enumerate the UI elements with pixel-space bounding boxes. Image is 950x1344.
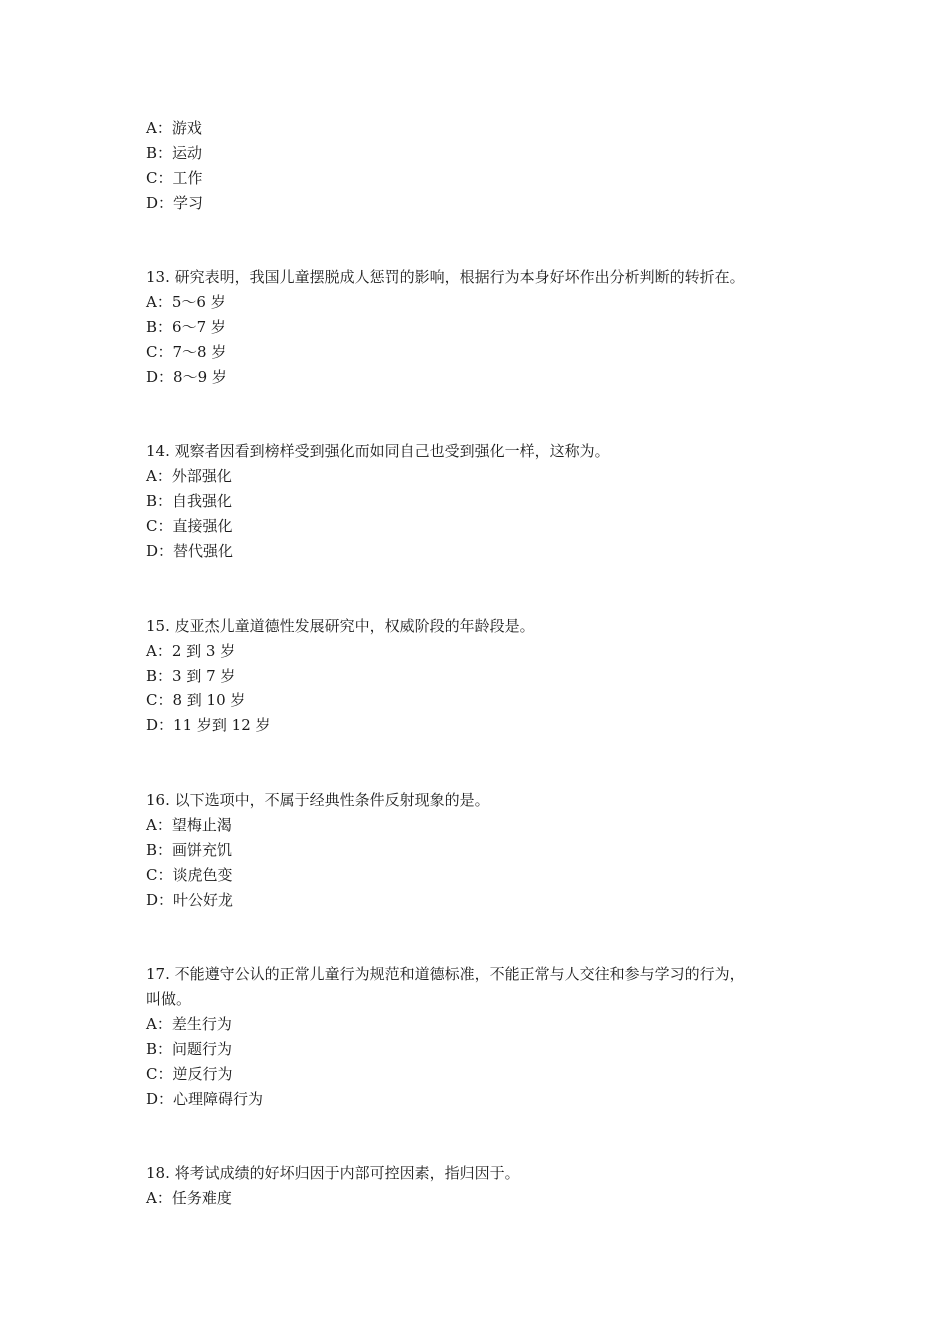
- option-line: C：逆反行为: [146, 1065, 233, 1083]
- option-line: A：2 到 3 岁: [146, 642, 236, 660]
- option-line: A：任务难度: [146, 1189, 232, 1207]
- option-line: B：自我强化: [146, 492, 233, 510]
- option-line: A：游戏: [146, 119, 202, 137]
- option-line: C：谈虎色变: [146, 866, 233, 884]
- option-line: B：问题行为: [146, 1040, 233, 1058]
- option-line: C：直接强化: [146, 517, 233, 535]
- option-line: D：8～9 岁: [146, 368, 227, 386]
- question-stem: 16. 以下选项中，不属于经典性条件反射现象的是。: [146, 791, 490, 809]
- option-line: D：叶公好龙: [146, 891, 234, 909]
- option-line: A：望梅止渴: [146, 816, 232, 834]
- option-line: D：替代强化: [146, 542, 234, 560]
- option-line: B：运动: [146, 144, 203, 162]
- question-stem: 13. 研究表明，我国儿童摆脱成人惩罚的影响，根据行为本身好坏作出分析判断的转折在。: [146, 268, 745, 286]
- option-line: C：工作: [146, 169, 203, 187]
- question-stem: 15. 皮亚杰儿童道德性发展研究中，权威阶段的年龄段是。: [146, 617, 535, 635]
- question-stem: 14. 观察者因看到榜样受到强化而如同自己也受到强化一样，这称为。: [146, 442, 610, 460]
- option-line: B：6～7 岁: [146, 318, 226, 336]
- option-line: D：心理障碍行为: [146, 1090, 264, 1108]
- question-stem: 18. 将考试成绩的好坏归因于内部可控因素，指归因于。: [146, 1164, 520, 1182]
- option-line: A：5～6 岁: [146, 293, 226, 311]
- option-line: A：外部强化: [146, 467, 232, 485]
- question-stem: 17. 不能遵守公认的正常儿童行为规范和道德标准，不能正常与人交往和参与学习的行为，: [146, 965, 745, 983]
- question-stem-continued: 叫做。: [146, 990, 192, 1008]
- option-line: D：11 岁到 12 岁: [146, 716, 271, 734]
- option-line: C：8 到 10 岁: [146, 691, 246, 709]
- option-line: B：3 到 7 岁: [146, 667, 236, 685]
- option-line: A：差生行为: [146, 1015, 232, 1033]
- option-line: D：学习: [146, 194, 204, 212]
- option-line: B：画饼充饥: [146, 841, 233, 859]
- option-line: C：7～8 岁: [146, 343, 227, 361]
